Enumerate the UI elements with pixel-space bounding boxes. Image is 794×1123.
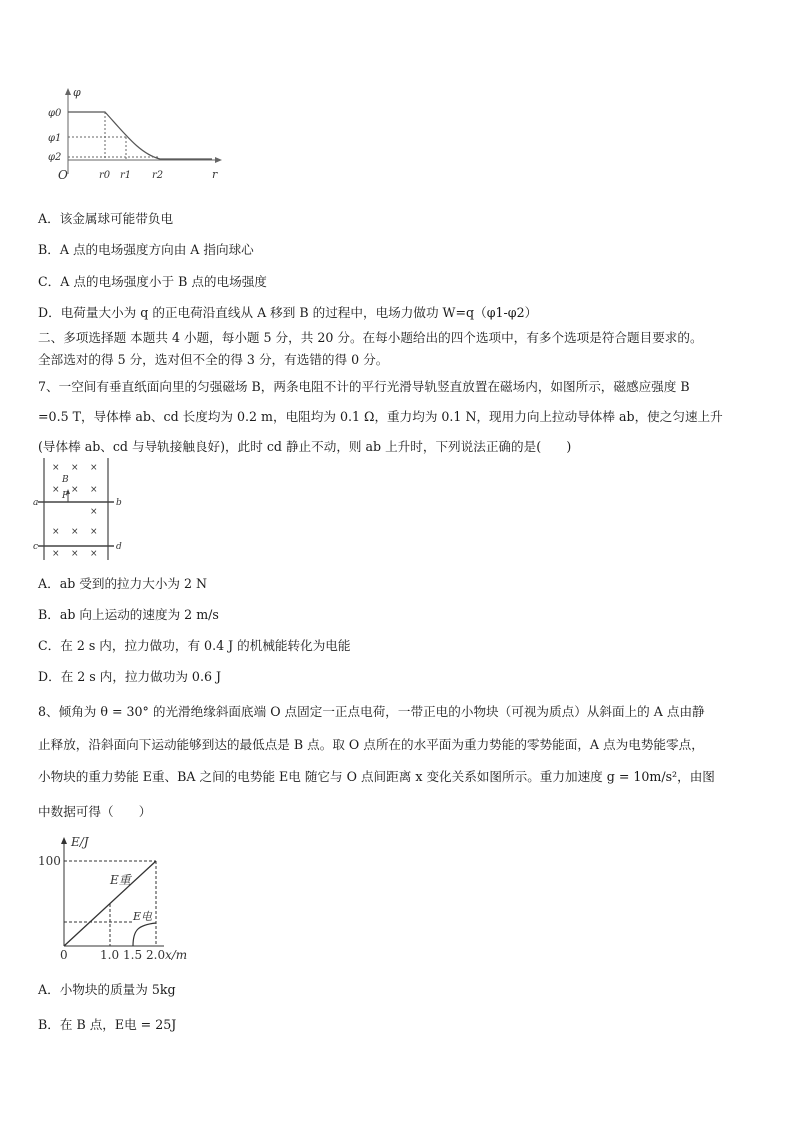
r2-tick: r2 bbox=[152, 170, 164, 181]
svg-text:×: × bbox=[71, 463, 79, 473]
tick-100: 100 bbox=[38, 854, 61, 868]
x-axis-label: x/m bbox=[165, 948, 188, 962]
svg-text:×: × bbox=[90, 463, 98, 473]
label-a: a bbox=[33, 498, 39, 508]
tick-1.0: 1.0 bbox=[100, 948, 120, 962]
q7-option-b: B．ab 向上运动的速度为 2 m/s bbox=[38, 607, 219, 622]
q8-line1: 8、倾角为 θ = 30° 的光滑绝缘斜面底端 O 点固定一正点电荷，一带正电的小物块（可视为质点）从斜面上的 A 点由静 bbox=[38, 704, 705, 719]
origin-0: 0 bbox=[60, 948, 68, 962]
q8-option-a: A．小物块的质量为 5kg bbox=[38, 982, 176, 997]
svg-text:×: × bbox=[90, 527, 98, 537]
potential-graph bbox=[40, 86, 240, 186]
q7-line2: =0.5 T，导体棒 ab、cd 长度均为 0.2 m，电阻均为 0.1 Ω，重力均为 0.1 N，现用力向上拉动导体棒 ab，使之匀速上升 bbox=[38, 409, 723, 424]
r1-tick: r1 bbox=[120, 170, 132, 181]
magnetic-rails-diagram bbox=[32, 456, 132, 564]
svg-text:×: × bbox=[71, 549, 79, 559]
gravity-energy-label: E重 bbox=[110, 873, 131, 887]
q6-option-d: D．电荷量大小为 q 的正电荷沿直线从 A 移到 B 的过程中，电场力做功 W=q（φ1-φ2） bbox=[38, 305, 538, 320]
svg-text:×: × bbox=[52, 463, 60, 473]
svg-text:×: × bbox=[52, 527, 60, 537]
section2-heading: 二、多项选择题 本题共 4 小题，每小题 5 分，共 20 分。在每小题给出的四个选项中，有多个选项是符合题目要求的。 bbox=[38, 330, 703, 345]
q7-option-d: D．在 2 s 内，拉力做功为 0.6 J bbox=[38, 669, 222, 684]
svg-text:×: × bbox=[90, 507, 98, 517]
section2-scoring: 全部选对的得 5 分，选对但不全的得 3 分，有选错的得 0 分。 bbox=[38, 352, 389, 367]
label-c: c bbox=[33, 542, 39, 552]
energy-graph bbox=[34, 834, 204, 962]
label-b: b bbox=[116, 498, 122, 508]
energy-axis-label: E/J bbox=[71, 835, 89, 849]
q6-option-a: A．该金属球可能带负电 bbox=[38, 211, 174, 226]
q6-option-b: B．A 点的电场强度方向由 A 指向球心 bbox=[38, 242, 254, 257]
electric-energy-label: E电 bbox=[133, 910, 153, 923]
r-axis-label: r bbox=[212, 168, 218, 181]
field-crosses bbox=[52, 463, 98, 559]
q7-line3: (导体棒 ab、cd 与导轨接触良好)，此时 cd 静止不动，则 ab 上升时，下列说法正确的是( ) bbox=[38, 439, 572, 454]
force-label-F: F bbox=[62, 491, 69, 501]
q8-option-b: B．在 B 点，E电 = 25J bbox=[38, 1017, 177, 1032]
svg-text:×: × bbox=[90, 485, 98, 495]
phi1-tick: φ1 bbox=[48, 133, 62, 144]
phi-axis-label: φ bbox=[73, 86, 81, 99]
svg-text:×: × bbox=[90, 549, 98, 559]
tick-2.0: 2.0 bbox=[146, 948, 166, 962]
tick-1.5: 1.5 bbox=[123, 948, 143, 962]
q6-option-c: C．A 点的电场强度小于 B 点的电场强度 bbox=[38, 274, 267, 289]
field-label-B: B bbox=[62, 475, 69, 485]
q7-option-a: A．ab 受到的拉力大小为 2 N bbox=[38, 576, 208, 591]
origin-label: O bbox=[58, 168, 68, 182]
label-d: d bbox=[116, 542, 122, 552]
q7-option-c: C．在 2 s 内，拉力做功，有 0.4 J 的机械能转化为电能 bbox=[38, 638, 351, 653]
phi0-tick: φ0 bbox=[48, 108, 62, 119]
q8-line4: 中数据可得（ ） bbox=[38, 804, 152, 819]
svg-text:×: × bbox=[71, 527, 79, 537]
q8-line3: 小物块的重力势能 E重、BA 之间的电势能 E电 随它与 O 点间距离 x 变化关系如图所示。重力加速度 g = 10m/s²，由图 bbox=[38, 769, 715, 784]
svg-text:×: × bbox=[52, 485, 60, 495]
q7-line1: 7、一空间有垂直纸面向里的匀强磁场 B，两条电阻不计的平行光滑导轨竖直放置在磁场内，如图所示，磁感应强度 B bbox=[38, 379, 690, 394]
r0-tick: r0 bbox=[99, 170, 111, 181]
q8-line2: 止释放，沿斜面向下运动能够到达的最低点是 B 点。取 O 点所在的水平面为重力势能的零势能面，A 点为电势能零点， bbox=[38, 737, 704, 752]
phi2-tick: φ2 bbox=[48, 152, 62, 163]
svg-text:×: × bbox=[71, 485, 79, 495]
svg-text:×: × bbox=[52, 549, 60, 559]
